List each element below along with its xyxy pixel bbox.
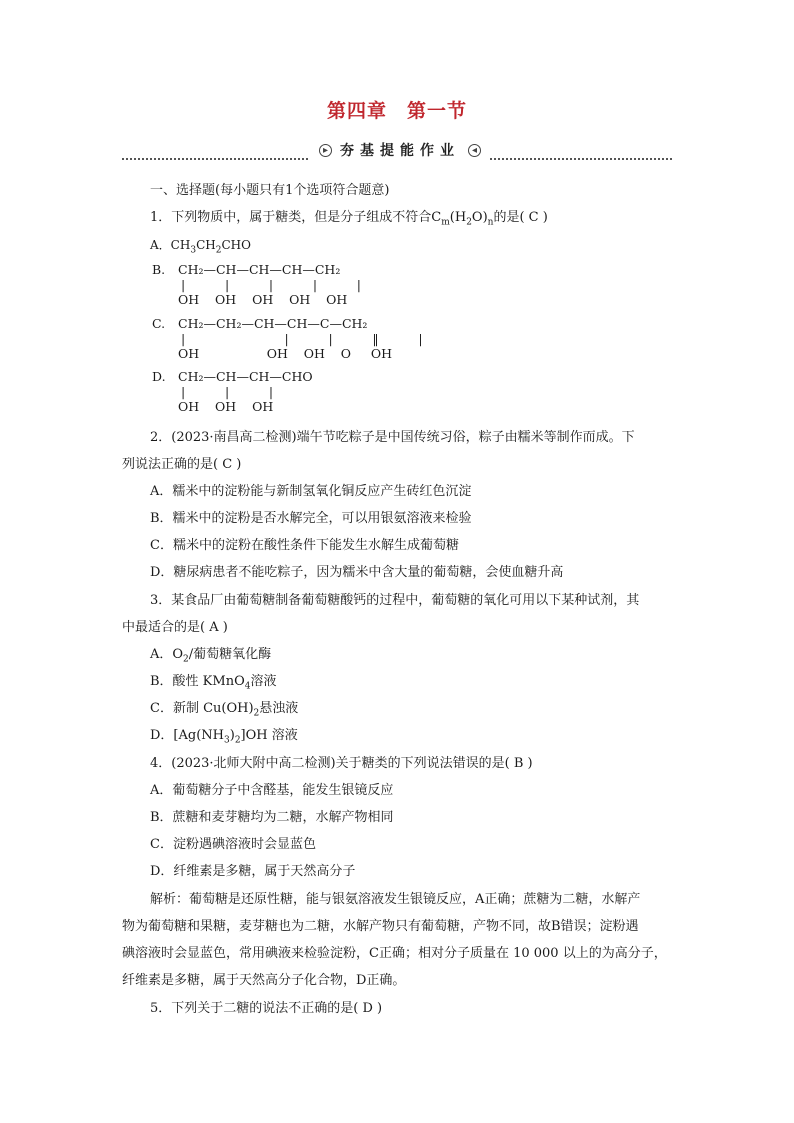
q4-explanation-line3: 碘溶液时会显蓝色，常用碘液来检验淀粉，C正确；相对分子质量在 10 000 以上的为高分子， [122,946,667,961]
q2-option-c: C．糯米中的淀粉在酸性条件下能发生水解生成葡萄糖 [150,538,459,553]
option-label: C. [152,316,166,331]
bond-bars: | | | | | [181,277,361,292]
option-label: D. [152,369,166,384]
q4-option-c: C．淀粉遇碘溶液时会显蓝色 [150,837,316,852]
section-banner [122,140,672,160]
right-arrow-icon: ▸ [319,144,332,157]
left-arrow-icon: ◂ [468,144,481,157]
structural-chain: CH₂—CH—CH—CHO [178,369,313,384]
section-heading: 一、选择题(每小题只有1个选项符合题意) [150,183,390,198]
q4-option-d: D．纤维素是多糖，属于天然高分子 [150,864,356,879]
q2-option-a: A．糯米中的淀粉能与新制氢氧化铜反应产生砖红色沉淀 [150,484,472,499]
hydroxyl-row: OH OH OH OH OH [178,292,348,307]
q4-explanation-line4: 纤维素是多糖，属于天然高分子化合物，D正确。 [122,973,406,988]
bond-bars: | | | [181,384,274,399]
q1-stem: 1．下列物质中，属于糖类，但是分子组成不符合$C_m(H_2O)_n$的是( C ) [150,210,548,228]
chapter-title: 第四章 第一节 [326,100,467,122]
banner-label: 夯基提能作业 [340,143,460,159]
structural-chain: CH₂—CH—CH—CH—CH₂ [178,262,341,277]
bond-bars: | | | ‖ | [181,331,423,346]
structural-chain: CH₂—CH₂—CH—CH—C—CH₂ [178,316,368,331]
option-label: B. [152,262,166,277]
q3-option-d: D．$[Ag(NH_3)_2]OH$ 溶液 [150,728,298,746]
q5-stem: 5．下列关于二糖的说法不正确的是( D ) [150,1001,383,1016]
q2-stem-line2: 列说法正确的是( C ) [122,457,242,472]
q4-option-a: A．葡萄糖分子中含醛基，能发生银镜反应 [150,783,394,798]
q2-option-d: D．糖尿病患者不能吃粽子，因为糯米中含大量的葡萄糖，会使血糖升高 [150,565,564,580]
hydroxyl-row: OH OH OH O OH [178,346,393,361]
banner-box [310,140,490,160]
q3-option-a: A．$O_2/$葡萄糖氧化酶 [150,647,272,665]
q3-option-c: C．新制 $Cu(OH)_2$悬浊液 [150,701,299,719]
q4-stem: 4．(2023·北师大附中高二检测)关于糖类的下列说法错误的是( B ) [150,756,533,771]
q2-option-b: B．糯米中的淀粉是否水解完全，可以用银氨溶液来检验 [150,511,472,526]
hydroxyl-row: OH OH OH [178,399,274,414]
q3-stem-line2: 中最适合的是( A ) [122,620,228,635]
q4-option-b: B．蔗糖和麦芽糖均为二糖，水解产物相同 [150,810,394,825]
q4-explanation-line2: 物为葡萄糖和果糖，麦芽糖也为二糖，水解产物只有葡萄糖，产物不同，故B错误；淀粉遇 [122,919,639,934]
q1-option-a: A．$CH_3CH_2CHO$ [150,238,251,256]
q3-stem-line1: 3．某食品厂由葡萄糖制备葡萄糖酸钙的过程中，葡萄糖的氧化可用以下某种试剂，其 [150,593,640,608]
q3-option-b: B．酸性 KMnO$_4$溶液 [150,674,277,692]
q4-explanation-line1: 解析：葡萄糖是还原性糖，能与银氨溶液发生银镜反应，A正确；蔗糖为二糖，水解产 [150,892,641,907]
q2-stem-line1: 2．(2023·南昌高二检测)端午节吃粽子是中国传统习俗，粽子由糯米等制作而成。下 [150,430,635,445]
